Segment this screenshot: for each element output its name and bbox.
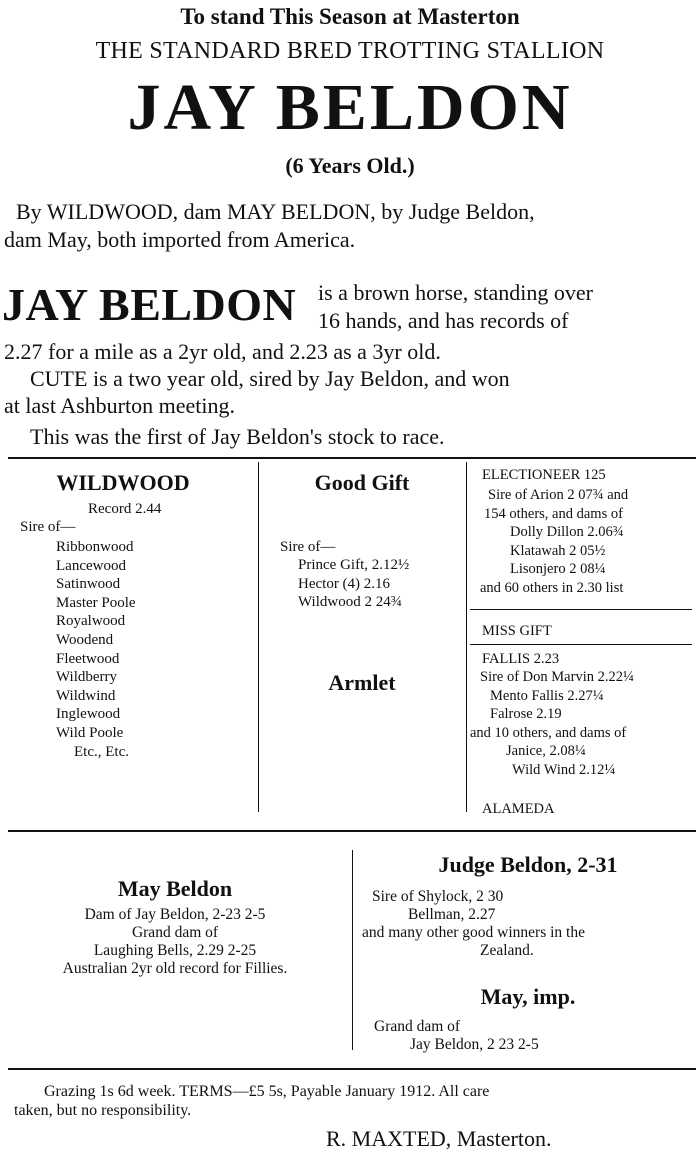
col3-rule-2 <box>470 644 692 645</box>
may-beldon-lines <box>10 906 340 978</box>
terms-line-2: taken, but no responsibility. <box>14 1102 192 1119</box>
progeny-item: Satinwood <box>56 576 121 593</box>
progeny-item: Royalwood <box>56 613 126 630</box>
top-rule <box>8 457 696 459</box>
wildwood-sire-of: Sire of— <box>20 519 76 535</box>
col3-rule-1 <box>470 609 692 610</box>
good-gift-progeny-list <box>298 556 409 612</box>
progeny-item: Hector (4) 2.16 <box>298 575 391 592</box>
good-gift-heading: Good Gift <box>314 470 410 495</box>
description-line-3: 2.27 for a mile as a 2yr old, and 2.23 as a 3yr old. <box>4 339 441 364</box>
description-name: JAY BELDON <box>2 279 297 330</box>
good-gift-sire-of: Sire of— <box>280 539 336 555</box>
description-line-5: at last Ashburton meeting. <box>4 393 235 418</box>
page-title: JAY BELDON <box>127 71 573 144</box>
progeny-item: Inglewood <box>56 706 121 723</box>
header-line-1: To stand This Season at Masterton <box>180 4 520 29</box>
pedigree-line: and 10 others, and dams of <box>470 724 627 741</box>
electioneer-lines <box>470 486 692 598</box>
progeny-item: Fleetwood <box>56 650 120 667</box>
progeny-item: Wild Poole <box>56 724 124 741</box>
pedigree-line: Lisonjero 2 08¼ <box>510 561 606 578</box>
pedigree-line: and 60 others in 2.30 list <box>480 579 624 596</box>
terms-line-1: Grazing 1s 6d week. TERMS—£5 5s, Payable January 1912. All care <box>44 1083 490 1100</box>
pedigree-line: Mento Fallis 2.27¼ <box>490 687 604 704</box>
description-line-2: 16 hands, and has records of <box>318 308 569 333</box>
pedigree-line: Sire of Shylock, 2 30 <box>372 888 504 905</box>
judge-beldon-heading: Judge Beldon, 2-31 <box>438 852 618 877</box>
pedigree-line: Laughing Bells, 2.29 2-25 <box>93 942 257 959</box>
wildwood-record: Record 2.44 <box>88 501 162 517</box>
description-line-4: CUTE is a two year old, sired by Jay Beldon, and won <box>30 366 510 391</box>
age-line: (6 Years Old.) <box>285 153 415 178</box>
progeny-item: Etc., Etc. <box>74 743 129 760</box>
pedigree-line: Grand dam of <box>374 1018 461 1035</box>
progeny-item: Wildberry <box>56 669 118 686</box>
pedigree-line: Grand dam of <box>131 924 219 941</box>
pedigree-line: Klatawah 2 05½ <box>510 542 606 559</box>
electioneer-heading: ELECTIONEER 125 <box>482 467 606 483</box>
pedigree-line: 154 others, and dams of <box>484 505 623 522</box>
owner-signature: R. MAXTED, Masterton. <box>326 1126 552 1151</box>
alameda-heading: ALAMEDA <box>482 801 555 817</box>
pedigree-line: Janice, 2.08¼ <box>506 743 586 760</box>
pedigree-line: Sire of Don Marvin 2.22¼ <box>480 669 634 685</box>
pedigree-line: Dolly Dillon 2.06¾ <box>510 524 624 541</box>
pedigree-line: Wild Wind 2.12¼ <box>512 761 616 778</box>
progeny-item: Master Poole <box>56 594 136 611</box>
progeny-item: Ribbonwood <box>56 539 134 555</box>
pedigree-line: Zealand. <box>480 942 534 959</box>
may-imp-lines <box>374 1018 539 1054</box>
breeding-line-1: By WILDWOOD, dam MAY BELDON, by Judge Beldon, <box>16 199 535 224</box>
progeny-item: Lancewood <box>56 557 126 574</box>
may-beldon-heading: May Beldon <box>117 876 233 901</box>
divider-1 <box>258 462 259 812</box>
wildwood-progeny-list <box>56 538 236 761</box>
bottom-rule <box>8 1068 696 1070</box>
judge-beldon-lines <box>362 888 696 960</box>
middle-rule <box>8 830 696 832</box>
may-imp-heading: May, imp. <box>480 984 576 1009</box>
divider-2 <box>466 462 467 812</box>
progeny-item: Wildwind <box>56 687 116 704</box>
progeny-item: Woodend <box>56 631 114 648</box>
fallis-lines <box>470 668 692 780</box>
pedigree-line: Sire of Arion 2 07¾ and <box>488 487 629 503</box>
description-line-6: This was the first of Jay Beldon's stock to race. <box>30 424 445 449</box>
pedigree-line: Australian 2yr old record for Fillies. <box>62 960 288 977</box>
divider-3 <box>352 850 353 1050</box>
pedigree-line: and many other good winners in the <box>362 924 585 941</box>
pedigree-line: Jay Beldon, 2 23 2-5 <box>410 1036 539 1053</box>
miss-gift-heading: MISS GIFT <box>482 623 552 639</box>
progeny-item: Wildwood 2 24¾ <box>298 594 402 611</box>
pedigree-line: Bellman, 2.27 <box>408 906 496 923</box>
wildwood-heading: WILDWOOD <box>56 470 190 495</box>
armlet-heading: Armlet <box>328 670 396 695</box>
fallis-heading: FALLIS 2.23 <box>482 651 560 667</box>
progeny-item: Prince Gift, 2.12½ <box>298 557 410 573</box>
pedigree-line: Dam of Jay Beldon, 2-23 2-5 <box>84 906 266 923</box>
description-line-1: is a brown horse, standing over <box>318 280 593 305</box>
pedigree-line: Falrose 2.19 <box>490 706 562 723</box>
header-line-2: THE STANDARD BRED TROTTING STALLION <box>95 38 605 64</box>
breeding-line-2: dam May, both imported from America. <box>4 227 356 252</box>
